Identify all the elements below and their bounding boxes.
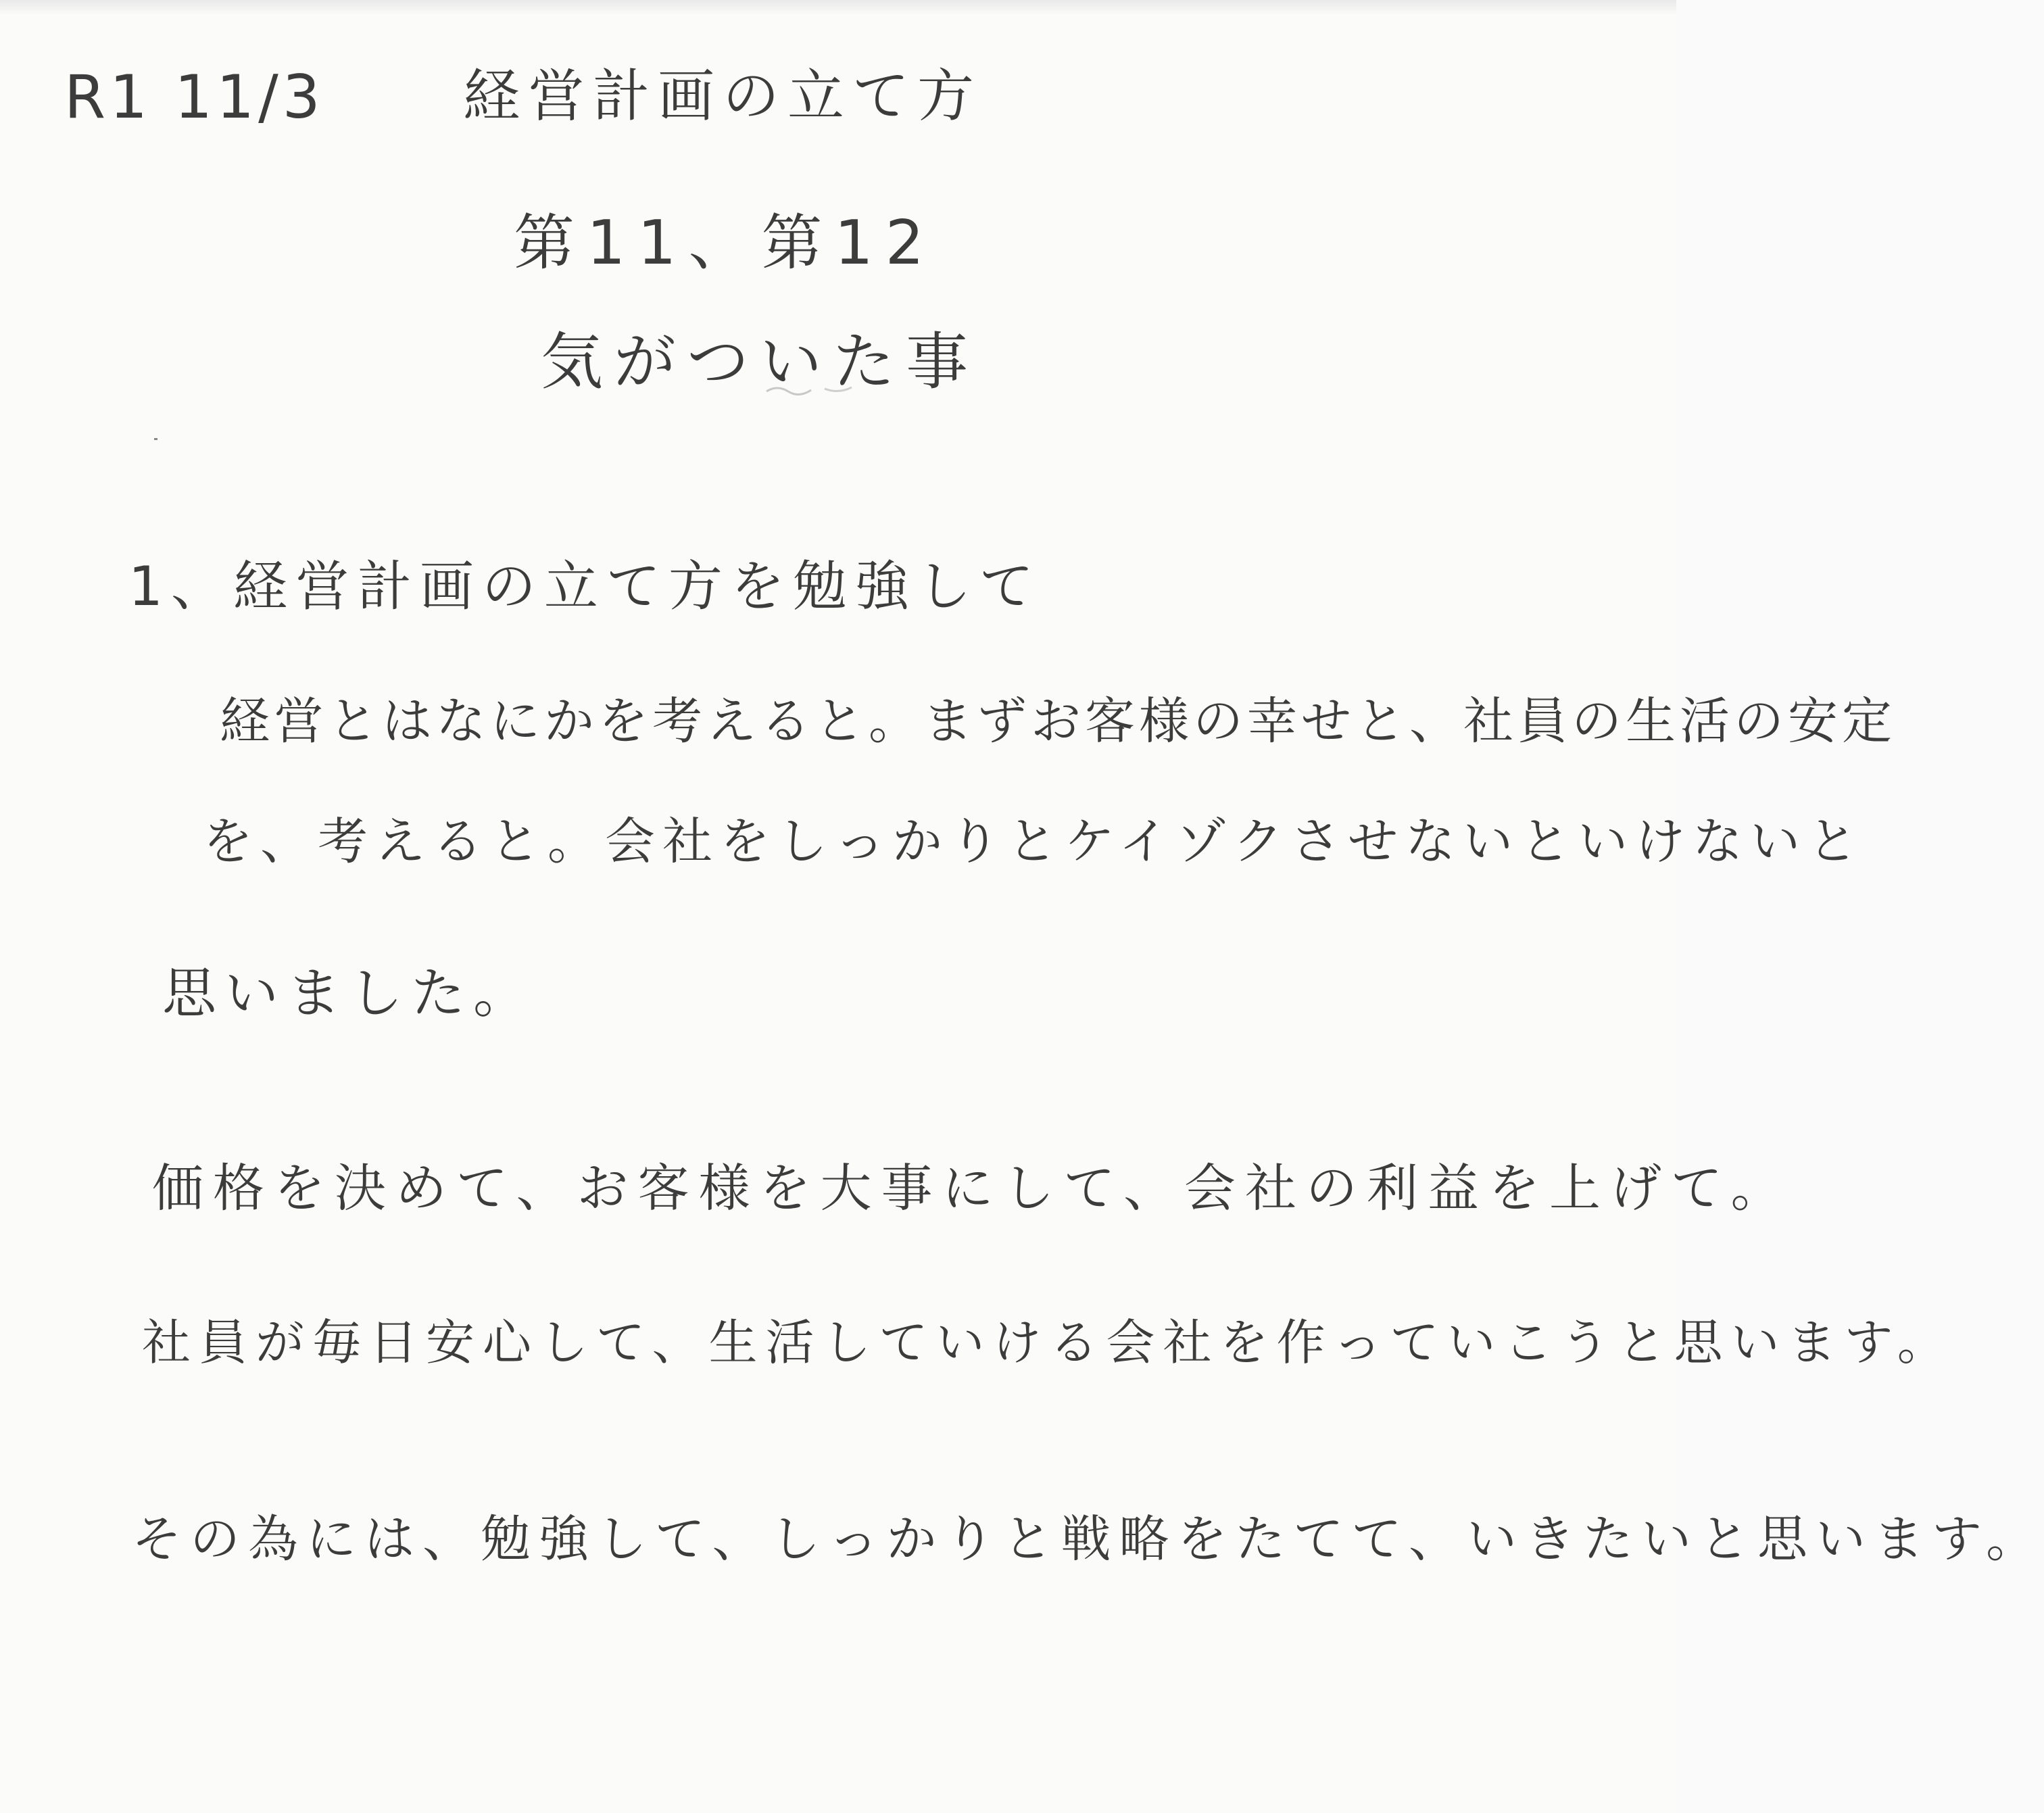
section-heading: 気がついた事 xyxy=(541,326,979,398)
body-line-4: 価格を決めて、お客様を大事にして、会社の利益を上げて。 xyxy=(152,1158,1792,1218)
body-line-2: を、考えると。会社をしっかりとケイゾクさせないといけないと xyxy=(203,813,1866,871)
scan-edge-shadow xyxy=(0,0,1676,15)
date: R1 11/3 xyxy=(64,62,324,132)
body-line-3: 思いました。 xyxy=(162,962,535,1025)
body-line-1: 経営とはなにかを考えると。まずお客様の幸せと、社員の生活の安定 xyxy=(220,692,1896,750)
chapter-range: 第11、第12 xyxy=(514,208,937,279)
body-line-5: 社員が毎日安心して、生活していける会社を作っていこうと思います。 xyxy=(142,1314,1954,1371)
item-1-heading: 1、経営計画の立て方を勉強して xyxy=(128,555,1042,618)
page-title: 経営計画の立て方 xyxy=(463,63,983,129)
faint-pencil-mark xyxy=(764,382,872,398)
stray-mark xyxy=(154,438,157,440)
body-line-6: その為には、勉強して、しっかりと戦略をたてて、いきたいと思います。 xyxy=(132,1510,2044,1568)
